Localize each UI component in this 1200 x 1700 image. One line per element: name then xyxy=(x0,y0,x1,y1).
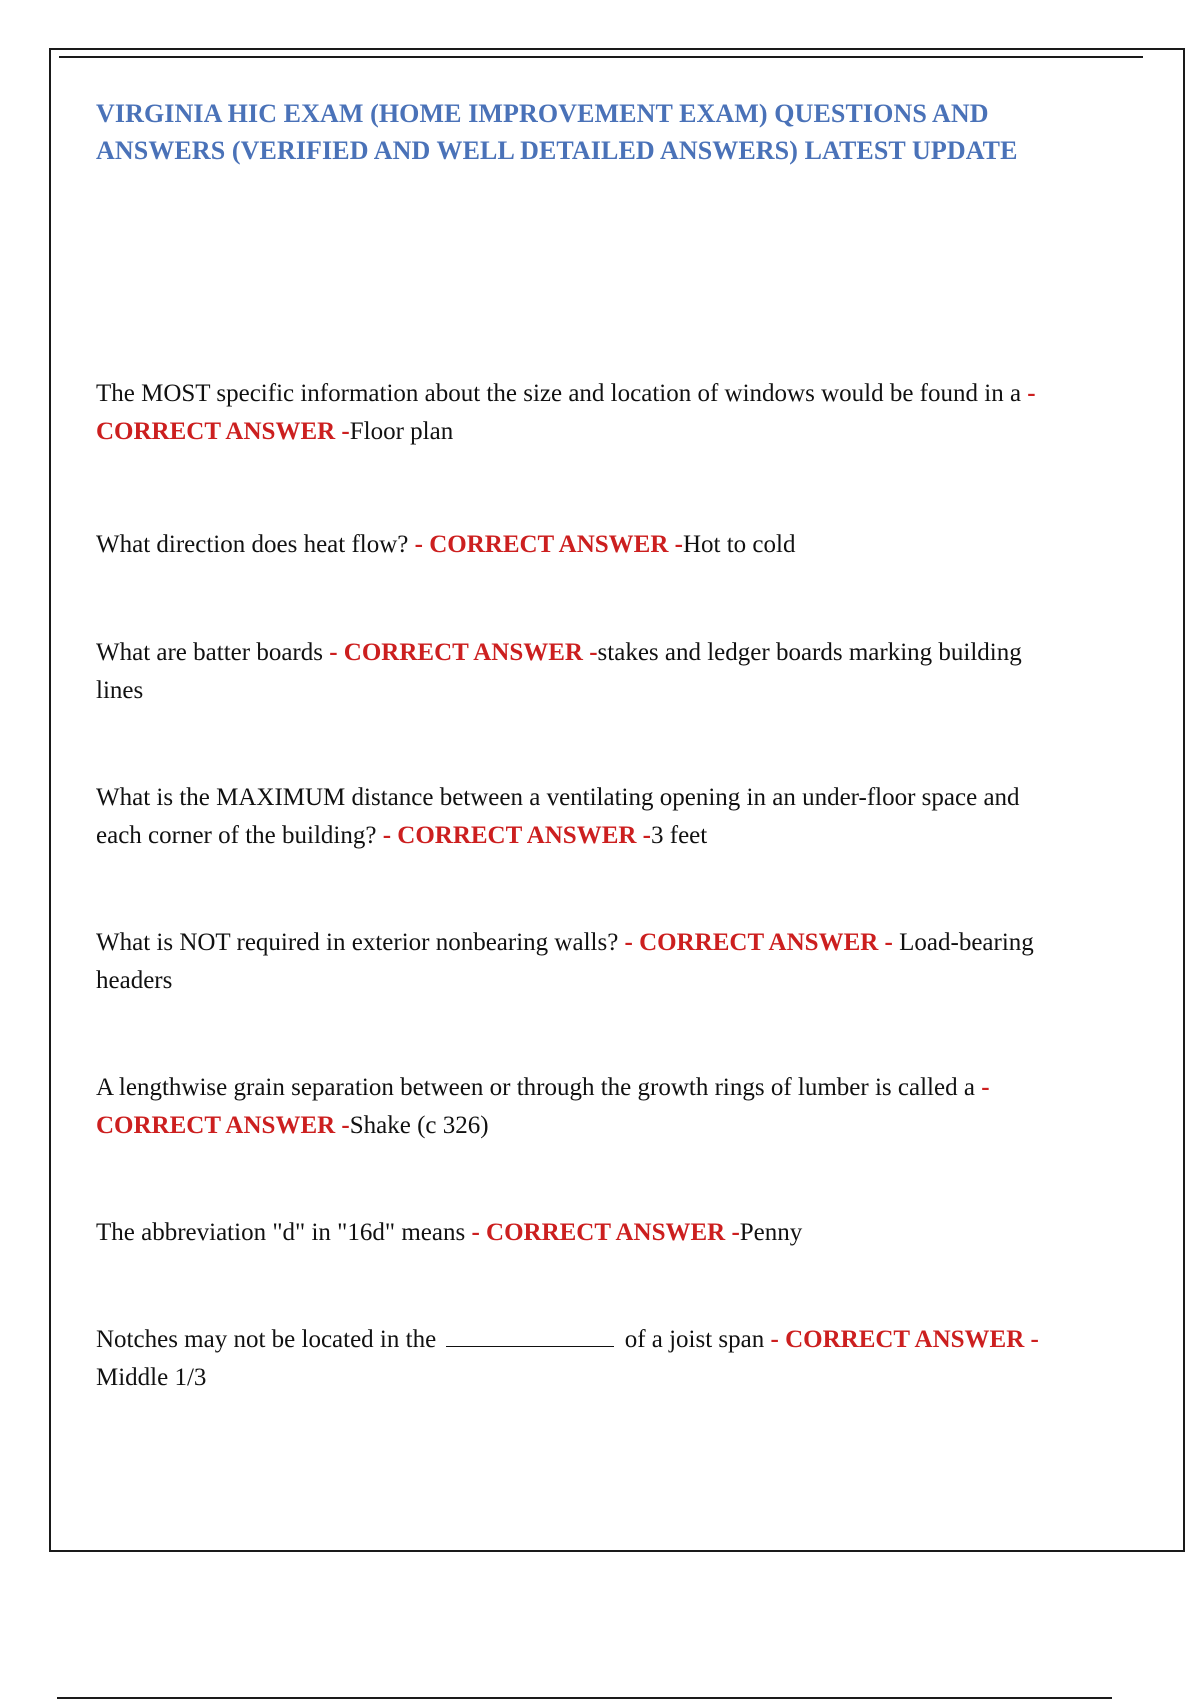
qa-item xyxy=(96,634,1056,710)
qa-item xyxy=(96,779,1056,855)
answer-text: Floor plan xyxy=(349,418,454,445)
answer-label: - CORRECT ANSWER - xyxy=(414,531,683,558)
answer-label: - CORRECT ANSWER - xyxy=(770,1326,1039,1353)
qa-item xyxy=(96,924,1056,1000)
fill-in-blank xyxy=(446,1326,614,1347)
answer-label: - CORRECT ANSWER - xyxy=(382,822,652,849)
question-text: The abbreviation "d" in "16d" means xyxy=(96,1219,466,1246)
answer-text: Shake (c 326) xyxy=(349,1112,489,1139)
qa-item xyxy=(96,375,1056,451)
answer-text: Penny xyxy=(739,1219,803,1246)
answer-text: Hot to cold xyxy=(682,531,796,558)
question-text: What is the MAXIMUM distance between a ventilating opening in an under-floor space and each corner of the building? xyxy=(96,784,1020,849)
question-text: What are batter boards xyxy=(96,639,323,666)
answer-label: - CORRECT ANSWER - xyxy=(624,929,893,956)
question-text: What is NOT required in exterior nonbearing walls? xyxy=(96,929,619,956)
answer-label: - CORRECT ANSWER - xyxy=(96,380,1036,445)
answer-label: - CORRECT ANSWER - xyxy=(471,1219,740,1246)
qa-item xyxy=(96,1321,1056,1397)
question-text: Notches may not be located in the xyxy=(96,1326,437,1353)
question-text: What direction does heat flow? xyxy=(96,531,409,558)
answer-text: 3 feet xyxy=(651,822,708,849)
answer-label: - CORRECT ANSWER - xyxy=(329,639,598,666)
document-title: VIRGINIA HIC EXAM (HOME IMPROVEMENT EXAM) QUESTIONS AND ANSWERS (VERIFIED AND WELL DETAILED ANSWERS) LATEST UPDATE xyxy=(96,99,1018,165)
answer-text: Middle 1/3 xyxy=(96,1364,207,1391)
question-text: A lengthwise grain separation between or through the growth rings of lumber is called a xyxy=(96,1074,975,1101)
top-rule xyxy=(59,56,1143,58)
bottom-rule xyxy=(57,1697,1112,1699)
qa-item xyxy=(96,526,1056,564)
answer-text: Load-bearing headers xyxy=(96,929,1034,994)
qa-item xyxy=(96,1214,1056,1252)
qa-item xyxy=(96,1069,1056,1145)
answer-label: - CORRECT ANSWER - xyxy=(96,1074,990,1139)
question-text: The MOST specific information about the size and location of windows would be found in a xyxy=(96,380,1022,407)
answer-text: stakes and ledger boards marking building lines xyxy=(96,639,1022,704)
question-text: of a joist span xyxy=(624,1326,765,1353)
